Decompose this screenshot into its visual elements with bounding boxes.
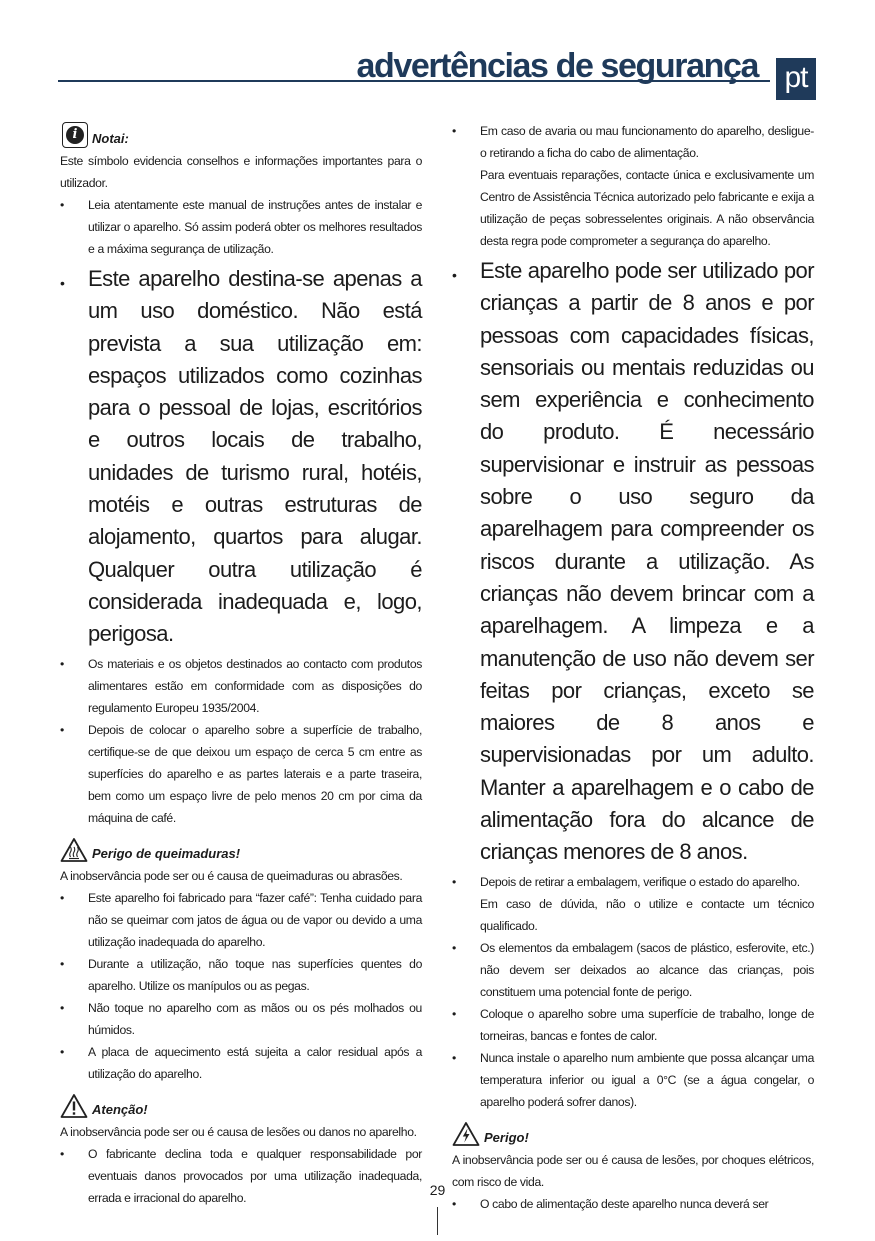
list-item: • Os materiais e os objetos destinados ao contacto com produtos alimentares estão em conformidade com as disposições do regulamento Europeu 1935/2004. (60, 653, 422, 719)
list-item-children-use: • Este aparelho pode ser utilizado por crianças a partir de 8 anos e por pessoas com capacidades físicas, sensoriais ou mentais reduzidas ou sem experiência e conhecimento do produto. É necessário supervisionar e instruir as pessoas sobre o uso seguro da aparelhagem para compreender os riscos durante a utilização. As crianças não devem brincar com a aparelhagem. A limpeza e a manutenção de uso não devem ser feitas por crianças, exceto se maiores de 8 anos e supervisionadas por um adulto. Manter a aparelhagem e o cabo de alimentação fora do alcance de crianças menores de 8 anos. (452, 255, 814, 869)
language-badge: pt (776, 58, 816, 100)
note-text: Este símbolo evidencia conselhos e informações importantes para o utilizador. (60, 154, 422, 190)
hot-surface-warning-icon (60, 837, 88, 863)
left-column (60, 120, 422, 1209)
list-item-unpacking (452, 871, 814, 937)
attention-heading (60, 1091, 422, 1119)
paragraph: • Em caso de avaria ou mau funcionamento do aparelho, desligue-o retirando a ficha do cabo de alimentação. (480, 124, 814, 160)
note-list (60, 194, 422, 829)
footer-rule (437, 1207, 438, 1235)
page-title: advertências de segurança (356, 47, 758, 85)
right-column (452, 120, 814, 1215)
list-item: • Não toque no aparelho com as mãos ou os pés molhados ou húmidos. (60, 997, 422, 1041)
note-heading (60, 120, 422, 148)
list-item: • Este aparelho foi fabricado para “fazer café”: Tenha cuidado para não se queimar com jatos de água ou de vapor ou devido a uma utilização inadequada do aparelho. (60, 887, 422, 953)
list-item-domestic-use: • Este aparelho destina-se apenas a um uso doméstico. Não está prevista a sua utilização em: espaços utilizados como cozinhas para o pessoal de lojas, escritórios e outros locais de trabalho, unidades de turismo rural, hotéis, motéis e outras estruturas de alojamento, quartos para alugar. Qualquer outra utilização é considerada inadequada e, logo, perigosa. (60, 263, 422, 651)
info-icon: i (62, 122, 88, 148)
list-item: • O fabricante declina toda e qualquer responsabilidade por eventuais danos provocados por uma utilização inadequada, errada e irracional do aparelho. (60, 1143, 422, 1209)
list-item: • Depois de colocar o aparelho sobre a superfície de trabalho, certifique-se de que deixou um espaço de cerca 5 cm entre as superfícies do aparelho e as partes laterais e a parte traseira, bem como um espaço livre de pelo menos 20 cm por cima da máquina de café. (60, 719, 422, 829)
warning-icon (60, 1093, 88, 1119)
paragraph: Em caso de dúvida, não o utilize e contacte um técnico qualificado. (480, 896, 814, 933)
paragraph: • Depois de retirar a embalagem, verifique o estado do aparelho. (480, 874, 800, 889)
page-number: 29 (429, 1182, 446, 1198)
list-item: • Leia atentamente este manual de instruções antes de instalar e utilizar o aparelho. Só assim poderá obter os melhores resultados e a máxima segurança de utilização. (60, 194, 422, 260)
list-item: • Nunca instale o aparelho num ambiente que possa alcançar uma temperatura inferior ou igual a 0°C (se a água congelar, o aparelho poderá sofrer danos). (452, 1047, 814, 1113)
electric-shock-warning-icon (452, 1121, 480, 1147)
danger-label: Perigo! (484, 1129, 529, 1145)
paragraph: Para eventuais reparações, contacte única e exclusivamente um Centro de Assistência Técnica autorizado pelo fabricante e exija a utilização de peças sobresselentes originais. A não observância desta regra pode comprometer a segurança do aparelho. (480, 168, 814, 248)
list-item-malfunction (452, 120, 814, 252)
attention-label: Atenção! (92, 1101, 148, 1117)
danger-text: A inobservância pode ser ou é causa de lesões, por choques elétricos, com risco de vida. (452, 1152, 814, 1189)
list-item: • Os elementos da embalagem (sacos de plástico, esferovite, etc.) não devem ser deixados ao alcance das crianças, pois constituem uma potencial fonte de perigo. (452, 937, 814, 1003)
list-item: • A placa de aquecimento está sujeita a calor residual após a utilização do aparelho. (60, 1041, 422, 1085)
note-label: Notai: (92, 131, 129, 146)
list-item: • Coloque o aparelho sobre uma superfície de trabalho, longe de torneiras, bancas e fontes de calor. (452, 1003, 814, 1047)
attention-text: A inobservância pode ser ou é causa de lesões ou danos no aparelho. (60, 1124, 417, 1139)
burn-heading (60, 835, 422, 863)
danger-heading (452, 1119, 814, 1147)
list-item: • Durante a utilização, não toque nas superfícies quentes do aparelho. Utilize os manípulos ou as pegas. (60, 953, 422, 997)
burn-text: A inobservância pode ser ou é causa de queimaduras ou abrasões. (60, 868, 403, 883)
list-item: • O cabo de alimentação deste aparelho nunca deverá ser (452, 1193, 814, 1215)
burn-list (60, 887, 422, 1085)
burn-label: Perigo de queimaduras! (92, 845, 241, 861)
right-list (452, 120, 814, 1113)
